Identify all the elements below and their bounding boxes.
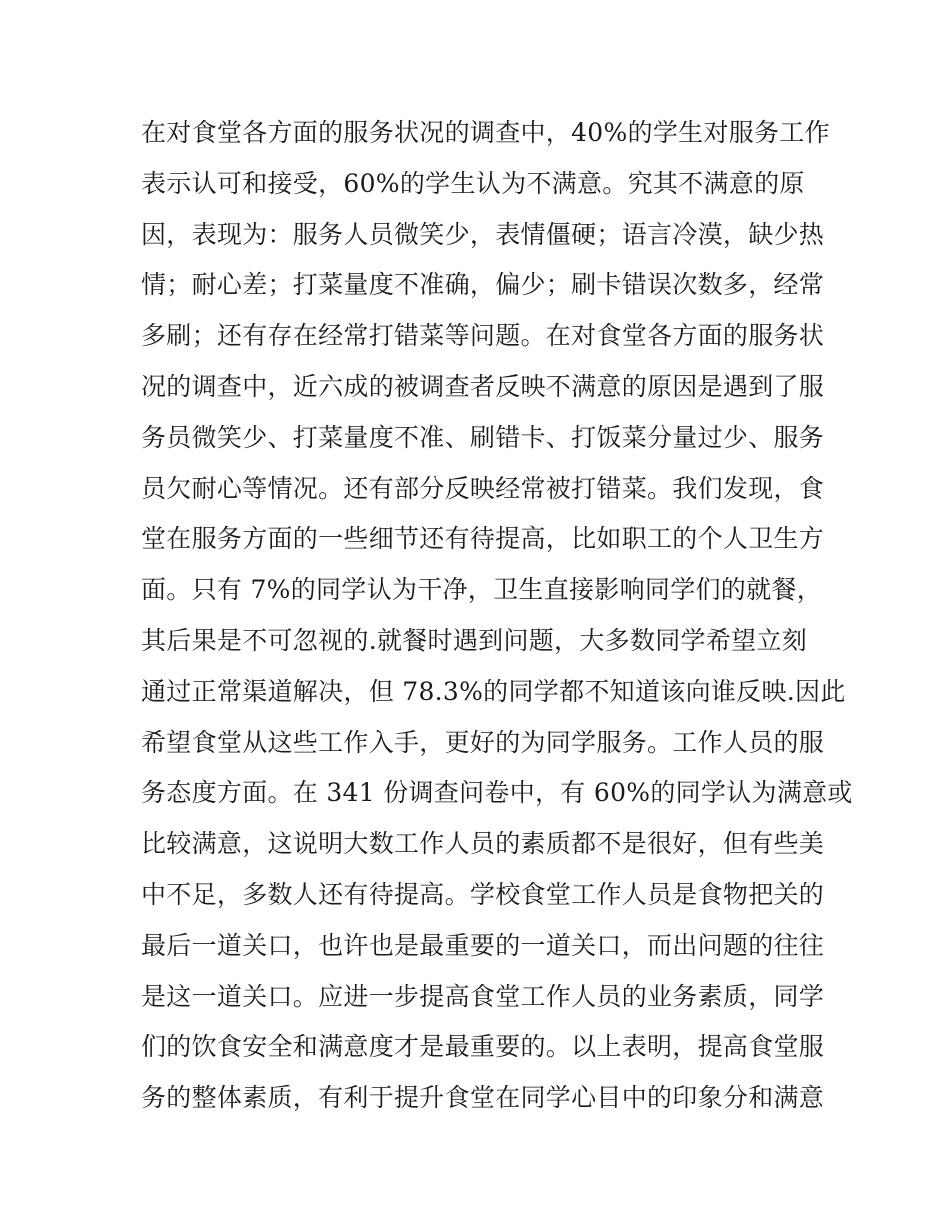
text-line: 是这一道关口。应进一步提高食堂工作人员的业务素质，同学 [141,981,825,1011]
text-line: 在对食堂各方面的服务状况的调查中，40%的学生对服务工作 [141,118,830,147]
body-paragraph [141,108,853,1124]
text-line: 务态度方面。在 341 份调查问卷中，有 60%的同学认为满意或 [141,778,853,808]
text-line: 其后果是不可忽视的.就餐时遇到问题，大多数同学希望立刻 [141,625,808,655]
text-line: 员欠耐心等情况。还有部分反映经常被打错菜。我们发现，食 [141,473,825,503]
text-line: 表示认可和接受，60%的学生认为不满意。究其不满意的原 [141,168,805,198]
text-line: 因，表现为：服务人员微笑少，表情僵硬；语言冷漠，缺少热 [141,219,825,249]
text-line: 务的整体素质，有利于提升食堂在同学心目中的印象分和满意 [141,1083,825,1113]
text-line: 希望食堂从这些工作入手，更好的为同学服务。工作人员的服 [141,727,825,757]
text-line: 通过正常渠道解决，但 78.3%的同学都不知道该向谁反映.因此 [141,676,846,706]
text-line: 比较满意，这说明大数工作人员的素质都不是很好，但有些美 [141,829,825,859]
text-line: 堂在服务方面的一些细节还有待提高，比如职工的个人卫生方 [141,524,825,554]
text-line: 中不足，多数人还有待提高。学校食堂工作人员是食物把关的 [141,879,825,909]
text-line: 况的调查中，近六成的被调查者反映不满意的原因是遇到了服 [141,371,825,401]
text-line: 多刷；还有存在经常打错菜等问题。在对食堂各方面的服务状 [141,321,825,351]
text-line: 面。只有 7%的同学认为干净，卫生直接影响同学们的就餐， [141,575,823,605]
text-line: 最后一道关口，也许也是最重要的一道关口，而出问题的往往 [141,930,825,960]
text-line: 情；耐心差；打菜量度不准确，偏少；刷卡错误次数多，经常 [141,270,825,300]
text-line: 们的饮食安全和满意度才是最重要的。以上表明，提高食堂服 [141,1032,825,1062]
text-line: 务员微笑少、打菜量度不准、刷错卡、打饭菜分量过少、服务 [141,422,825,452]
